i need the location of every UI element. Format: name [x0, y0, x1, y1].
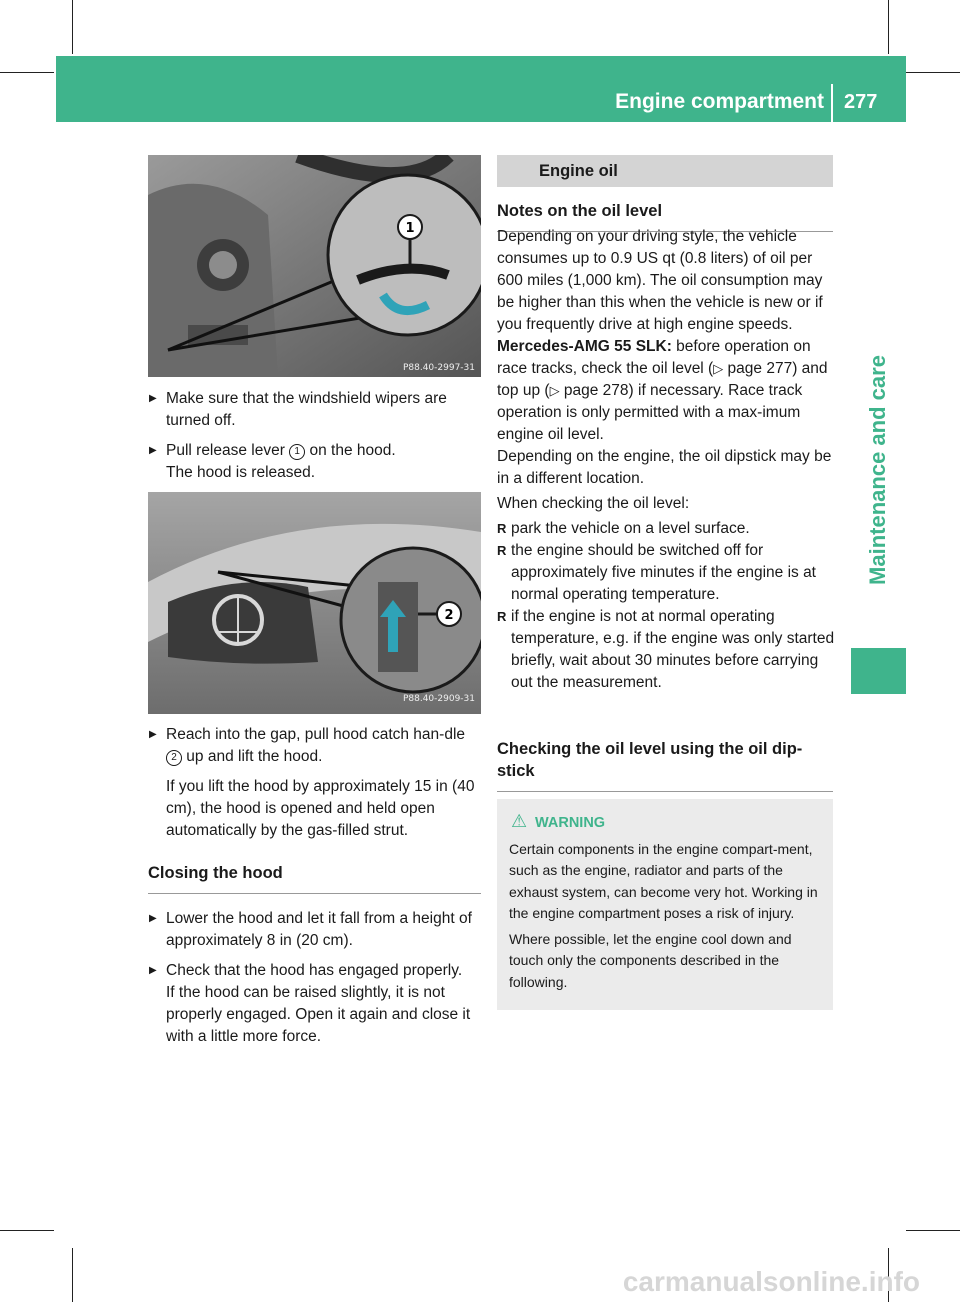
heading-notes-oil-level: Notes on the oil level [497, 200, 833, 232]
step-text: Pull release lever [166, 442, 290, 459]
page-number: 277 [844, 91, 878, 113]
heading-checking-dipstick: Checking the oil level using the oil dip-stick [497, 738, 833, 792]
list-item: R the engine should be switched off for approximately five minutes if the engine is at normal operating temperature. [497, 540, 835, 606]
crop-mark [0, 72, 54, 73]
instruction-step: ▶ Make sure that the windshield wipers are turned off. [148, 388, 481, 432]
text: if necessary. Race track operation is only permitted with a max-imum engine oil level. [497, 382, 803, 443]
page-ref-arrow: ▷ [713, 361, 724, 376]
release-lever-illustration [148, 155, 481, 377]
section-engine-oil: Engine oil [497, 155, 833, 187]
callout-2: 2 [444, 608, 454, 623]
text: before operation on race tracks, check the oil level ( [497, 338, 811, 377]
crop-mark [0, 1230, 54, 1231]
list-item: R if the engine is not at normal operating temperature, e.g. if the engine was only started briefly, wait about 30 minutes before carrying out the measurement. [497, 606, 835, 694]
instruction-step: ▶ Lower the hood and let it fall from a height of approximately 8 in (20 cm). [148, 908, 481, 952]
instruction-step [148, 440, 481, 462]
amg-label: Mercedes-AMG 55 SLK: [497, 338, 672, 355]
page-ref-arrow: ▷ [549, 383, 560, 398]
step-text: Reach into the gap, pull hood catch han-dle [166, 726, 466, 743]
instruction-step: ▶ Check that the hood has engaged properly. [148, 960, 481, 982]
step-note: If you lift the hood by approximately 15 in (40 cm), the hood is opened and held open automatically by the gas-filled strut. [166, 778, 475, 839]
warning-box [497, 799, 833, 1010]
list-item: R park the vehicle on a level surface. [497, 518, 835, 540]
figure-code: P88.40-2997-31 [402, 363, 475, 373]
figure-release-lever [148, 155, 481, 377]
paragraph: Depending on your driving style, the vehicle consumes up to 0.9 US qt (0.8 liters) of oil per 600 miles (1,000 km). The oil consumption may be higher than this when the vehicle is new or if you frequently drive at high engine speeds. [497, 228, 823, 333]
side-tab-label: Maintenance and care [865, 355, 890, 585]
page-ref-link[interactable]: page 278) [559, 382, 634, 399]
callout-ref-1: 1 [289, 444, 305, 460]
figure-hood-catch [148, 492, 481, 714]
hood-catch-illustration [148, 492, 481, 714]
crop-mark [888, 0, 889, 54]
warning-text: Where possible, let the engine cool down and touch only the components described in the following. [509, 930, 792, 990]
figure-code: P88.40-2909-31 [402, 694, 475, 704]
crop-mark [72, 0, 73, 54]
paragraph: Depending on the engine, the oil dipstick may be in a different location. [497, 448, 832, 487]
crop-mark [906, 72, 960, 73]
watermark: carmanualsonline.info [622, 1266, 920, 1297]
text: and top up ( [497, 360, 828, 399]
crop-mark [72, 1248, 73, 1302]
step-result: The hood is released. [166, 464, 316, 481]
warning-triangle-icon: ⚠ [511, 811, 528, 831]
callout-1: 1 [405, 221, 415, 236]
section-title: Engine compartment [615, 90, 824, 113]
warning-title [509, 813, 821, 835]
page-ref-link[interactable]: page 277) [723, 360, 798, 377]
step-text: up and lift the hood. [182, 748, 323, 765]
instruction-step [148, 724, 481, 768]
step-text: on the hood. [305, 442, 396, 459]
step-note: If the hood can be raised slightly, it is not properly engaged. Open it again and close it with a little more force. [166, 984, 471, 1045]
warning-text: Certain components in the engine compart-ment, such as the engine, radiator and parts of the exhaust system, can become very hot. Working in the engine compartment poses a risk of injury. [509, 840, 818, 921]
crop-mark [906, 1230, 960, 1231]
warning-label: WARNING [535, 815, 606, 831]
paragraph-amg [497, 336, 835, 446]
paragraph: When checking the oil level: [497, 495, 690, 512]
side-tab-marker [851, 648, 906, 694]
callout-ref-2: 2 [166, 750, 182, 766]
header-divider [831, 84, 833, 122]
heading-closing-hood: Closing the hood [148, 862, 481, 894]
